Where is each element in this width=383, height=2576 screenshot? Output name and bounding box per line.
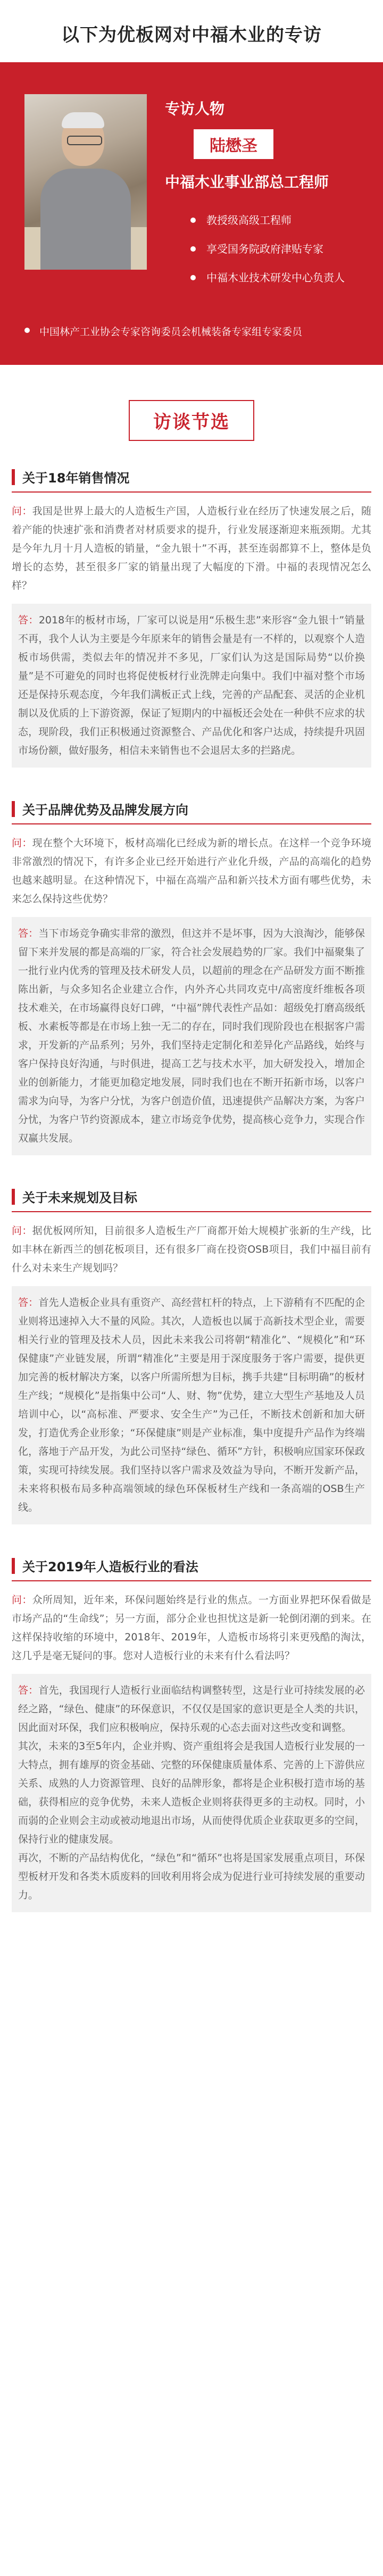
credential-item: 中福木业技术研发中心负责人 (190, 271, 345, 285)
topic-bar (12, 1558, 15, 1574)
question-body: 众所周知，近年来，环保问题始终是行业的焦点。一方面业界把环保看做是市场产品的“生命线”；另一方面，部分企业也担忧这是新一轮倒闭潮的到来。在这样保持收缩的环境中，2018年、2019年，人造板市场将引来更残酷的淘汰，这几乎是毫无疑问的事。您对人造板行业的未来有什么看法吗？ (12, 1594, 371, 1662)
section-heading (0, 365, 383, 468)
qa-section (0, 1556, 383, 1912)
question-tag: 问： (12, 505, 32, 517)
profile-info (165, 94, 345, 299)
interviewee-name: 陆懋圣 (194, 129, 273, 159)
qa-section (0, 1187, 383, 1524)
answer-box (12, 604, 371, 768)
answer-tag: 答： (18, 614, 39, 626)
credentials-list (190, 213, 345, 285)
topic-header (12, 468, 371, 493)
answer-paragraph (18, 924, 365, 1148)
answer-paragraph (18, 1294, 365, 1517)
answer-tag: 答： (18, 1297, 39, 1308)
question-tag: 问： (12, 1225, 32, 1237)
answer-body: 首先人造板企业具有重资产、高经营杠杆的特点，上下游稍有不匹配的企业则将迅速掉入大不量的风险。其次，人造板也以属于高新技术型企业，需要相关行业的管理及技术人员，因此未来我公司将朝“精准化”、“规模化”和“环保健康”产业链发展，所谓“精准化”主要是用于深度服务于客户需要，提供更加完善的板材解决方案，以客户所需所想为目标，携手共建“目标明确”的板材生产线；“规模化”是指集中公司“人、财、物”优势，建立大型生产基地及人员培训中心，以“高标准、严要求、安全生产”为己任，不断技术创新和加大研发，打造优秀企业形象；“环保健康”则是产业标准，集中度提升产品作为终端化，落地于产品开发，为此公司坚持“绿色、循环”方针，积极响应国家环保政策，实现可持续发展。我们坚持以客户需求及效益为导向，不断开发新产品，未来将积极布局多种高端领域的绿色环保板材生产线和一条高端的OSB生产线。 (18, 1297, 365, 1513)
page-title: 以下为优板网对中福木业的专访 (61, 24, 322, 46)
topic-title: 关于18年销售情况 (22, 471, 130, 486)
answer-body: 当下市场竞争确实非常的激烈，但这并不是坏事，因为大浪淘沙，能够保留下来并发展的都是高端的厂家，符合社会发展趋势的厂家。我们中福聚集了一批行业内优秀的管理及技术研发人员，以超前的理念在产品研发方面不断推陈出新，与众多知名企业建立合作，内外齐心共同攻克中/高密度纤维板各项技术难关，在市场赢得良好口碑，“中福”牌代表性产品如：超级免打磨高级纸板、水素板等都是在市场上独一无二的存在，同时我们现阶段也在根据客户需求，开发新的产品系列；另外，我们坚持走定制化和差异化产品路线，始终与客户保持良好沟通，与时俱进，提高工艺与技术水平，加大研发投入，增加企业的创新能力，才能更加稳定地发展，同时我们也在不断开拓新市场，以客户需求为向导，为客户分忧，为客户创造价值，迅速提供产品解决方案，为客户分忧，为客户节约资源成本，建立市场竞争优势，提高核心竞争力，实现合作双赢共发展。 (18, 928, 365, 1144)
question-text (12, 1222, 371, 1278)
question-text (12, 834, 371, 908)
question-body: 据优板网所知，目前很多人造板生产厂商都开始大规模扩张新的生产线，比如丰林在新西兰的刨花板项目，还有很多厂商在投资OSB项目，我们中福目前有什么对未来生产规划吗？ (12, 1225, 371, 1274)
credential-footnote: 中国林产工业协会专家咨询委员会机械装备专家组专家委员 (24, 324, 383, 338)
topic-title: 关于品牌优势及品牌发展方向 (22, 803, 188, 818)
interviewee-role: 中福木业事业部总工程师 (165, 173, 329, 191)
qa-section (0, 468, 383, 768)
answer-tag: 答： (18, 928, 39, 939)
answer-paragraph: 其次，未来的3至5年内，企业并购、资产重组将会是我国人造板行业发展的一大特点，拥有雄厚的资金基础、完整的环保健康质量体系、完善的上下游供应关系、成熟的人力资源管理、良好的品牌形象，都将是企业积极打造市场的基础，获得相应的竞争优势，未来人造板企业则将获得更多的主动权。同时，小而弱的企业则会主动或被动地退出市场，从而使得优质企业获取更多的空间，保持行业的健康发展。 (18, 1740, 365, 1845)
section-heading-label: 访谈节选 (129, 400, 254, 441)
topic-title: 关于未来规划及目标 (22, 1190, 137, 1205)
question-tag: 问： (12, 837, 32, 849)
credential-item: 教授级高级工程师 (190, 213, 345, 227)
profile-label: 专访人物 (165, 100, 225, 118)
topic-header (12, 1187, 371, 1212)
topic-header (12, 799, 371, 824)
answer-paragraph: 再次，不断的产品结构优化，“绿色”和“循环”也将是国家发展重点项目，环保型板材开发和各类木质废料的回收利用将会成为促进行业可持续发展的重要动力。 (18, 1852, 365, 1901)
answer-tag: 答： (18, 1685, 39, 1696)
topic-bar (12, 801, 15, 817)
interviewee-banner (0, 62, 383, 365)
topic-bar (12, 1189, 15, 1205)
qa-section (0, 799, 383, 1155)
question-text (12, 1591, 371, 1665)
answer-box (12, 1674, 371, 1912)
topic-bar (12, 469, 15, 485)
answer-body: 2018年的板材市场，厂家可以说是用“乐极生悲”来形容“金九银十”销量不再，我个人认为主要是今年原来年的销售会量是有一不样的，以观察个人造板市场供需，类似去年的情况并不多见，厂家们认为这是国际局势“以价换量”是不可避免的同时也将促使板材行业洗牌走向集中。我们中福对整个市场还是保持乐观态度，今年我们满板正式上线，完善的产品配套、灵活的企业机制以及优质的上下游资源，保证了短期内的中福板还会处在一种供不应求的状态，现阶段，我们正积极通过资源整合、产品优化和客户达成，持续提升巩固市场份额，做好服务，相信未来销售也不会退居太多的拦路虎。 (18, 614, 365, 756)
question-body: 我国是世界上最大的人造板生产国，人造板行业在经历了快速发展之后，随着产能的快速扩张和消费者对材质要求的提升，行业发展逐渐迎来瓶颈期。尤其是今年九月十月人造板的销量，“金九银十”不再，甚至连弱都算不上，整体是负增长的态势，甚至很多厂家的销量出现了大幅度的下滑。中福的表现情况怎么样？ (12, 505, 371, 591)
question-text (12, 502, 371, 595)
question-body: 现在整个大环境下，板材高端化已经成为新的增长点。在这样一个竞争环境非常激烈的情况下，有许多企业已经开始进行产业化升级，产品的高端化的趋势也越来越明显。在这种情况下，中福在高端产品和新兴技术方面有哪些优势，未来怎么保持这些优势？ (12, 837, 371, 905)
interviewee-photo (24, 94, 147, 270)
answer-body: 首先，我国现行人造板行业面临结构调整转型，这是行业可持续发展的必经之路，“绿色、健康”的环保意识，不仅仅是国家的意识更是全人类的共识，因此面对环保，我们应积极响应，保持乐观的心态去面对这些改变和调整。 (18, 1685, 365, 1733)
topic-title: 关于2019年人造板行业的看法 (22, 1560, 198, 1574)
answer-box (12, 917, 371, 1155)
topic-header (12, 1556, 371, 1581)
answer-paragraph (18, 611, 365, 760)
credential-item: 享受国务院政府津贴专家 (190, 242, 345, 256)
answer-paragraph (18, 1681, 365, 1737)
answer-box (12, 1286, 371, 1524)
question-tag: 问： (12, 1594, 32, 1606)
